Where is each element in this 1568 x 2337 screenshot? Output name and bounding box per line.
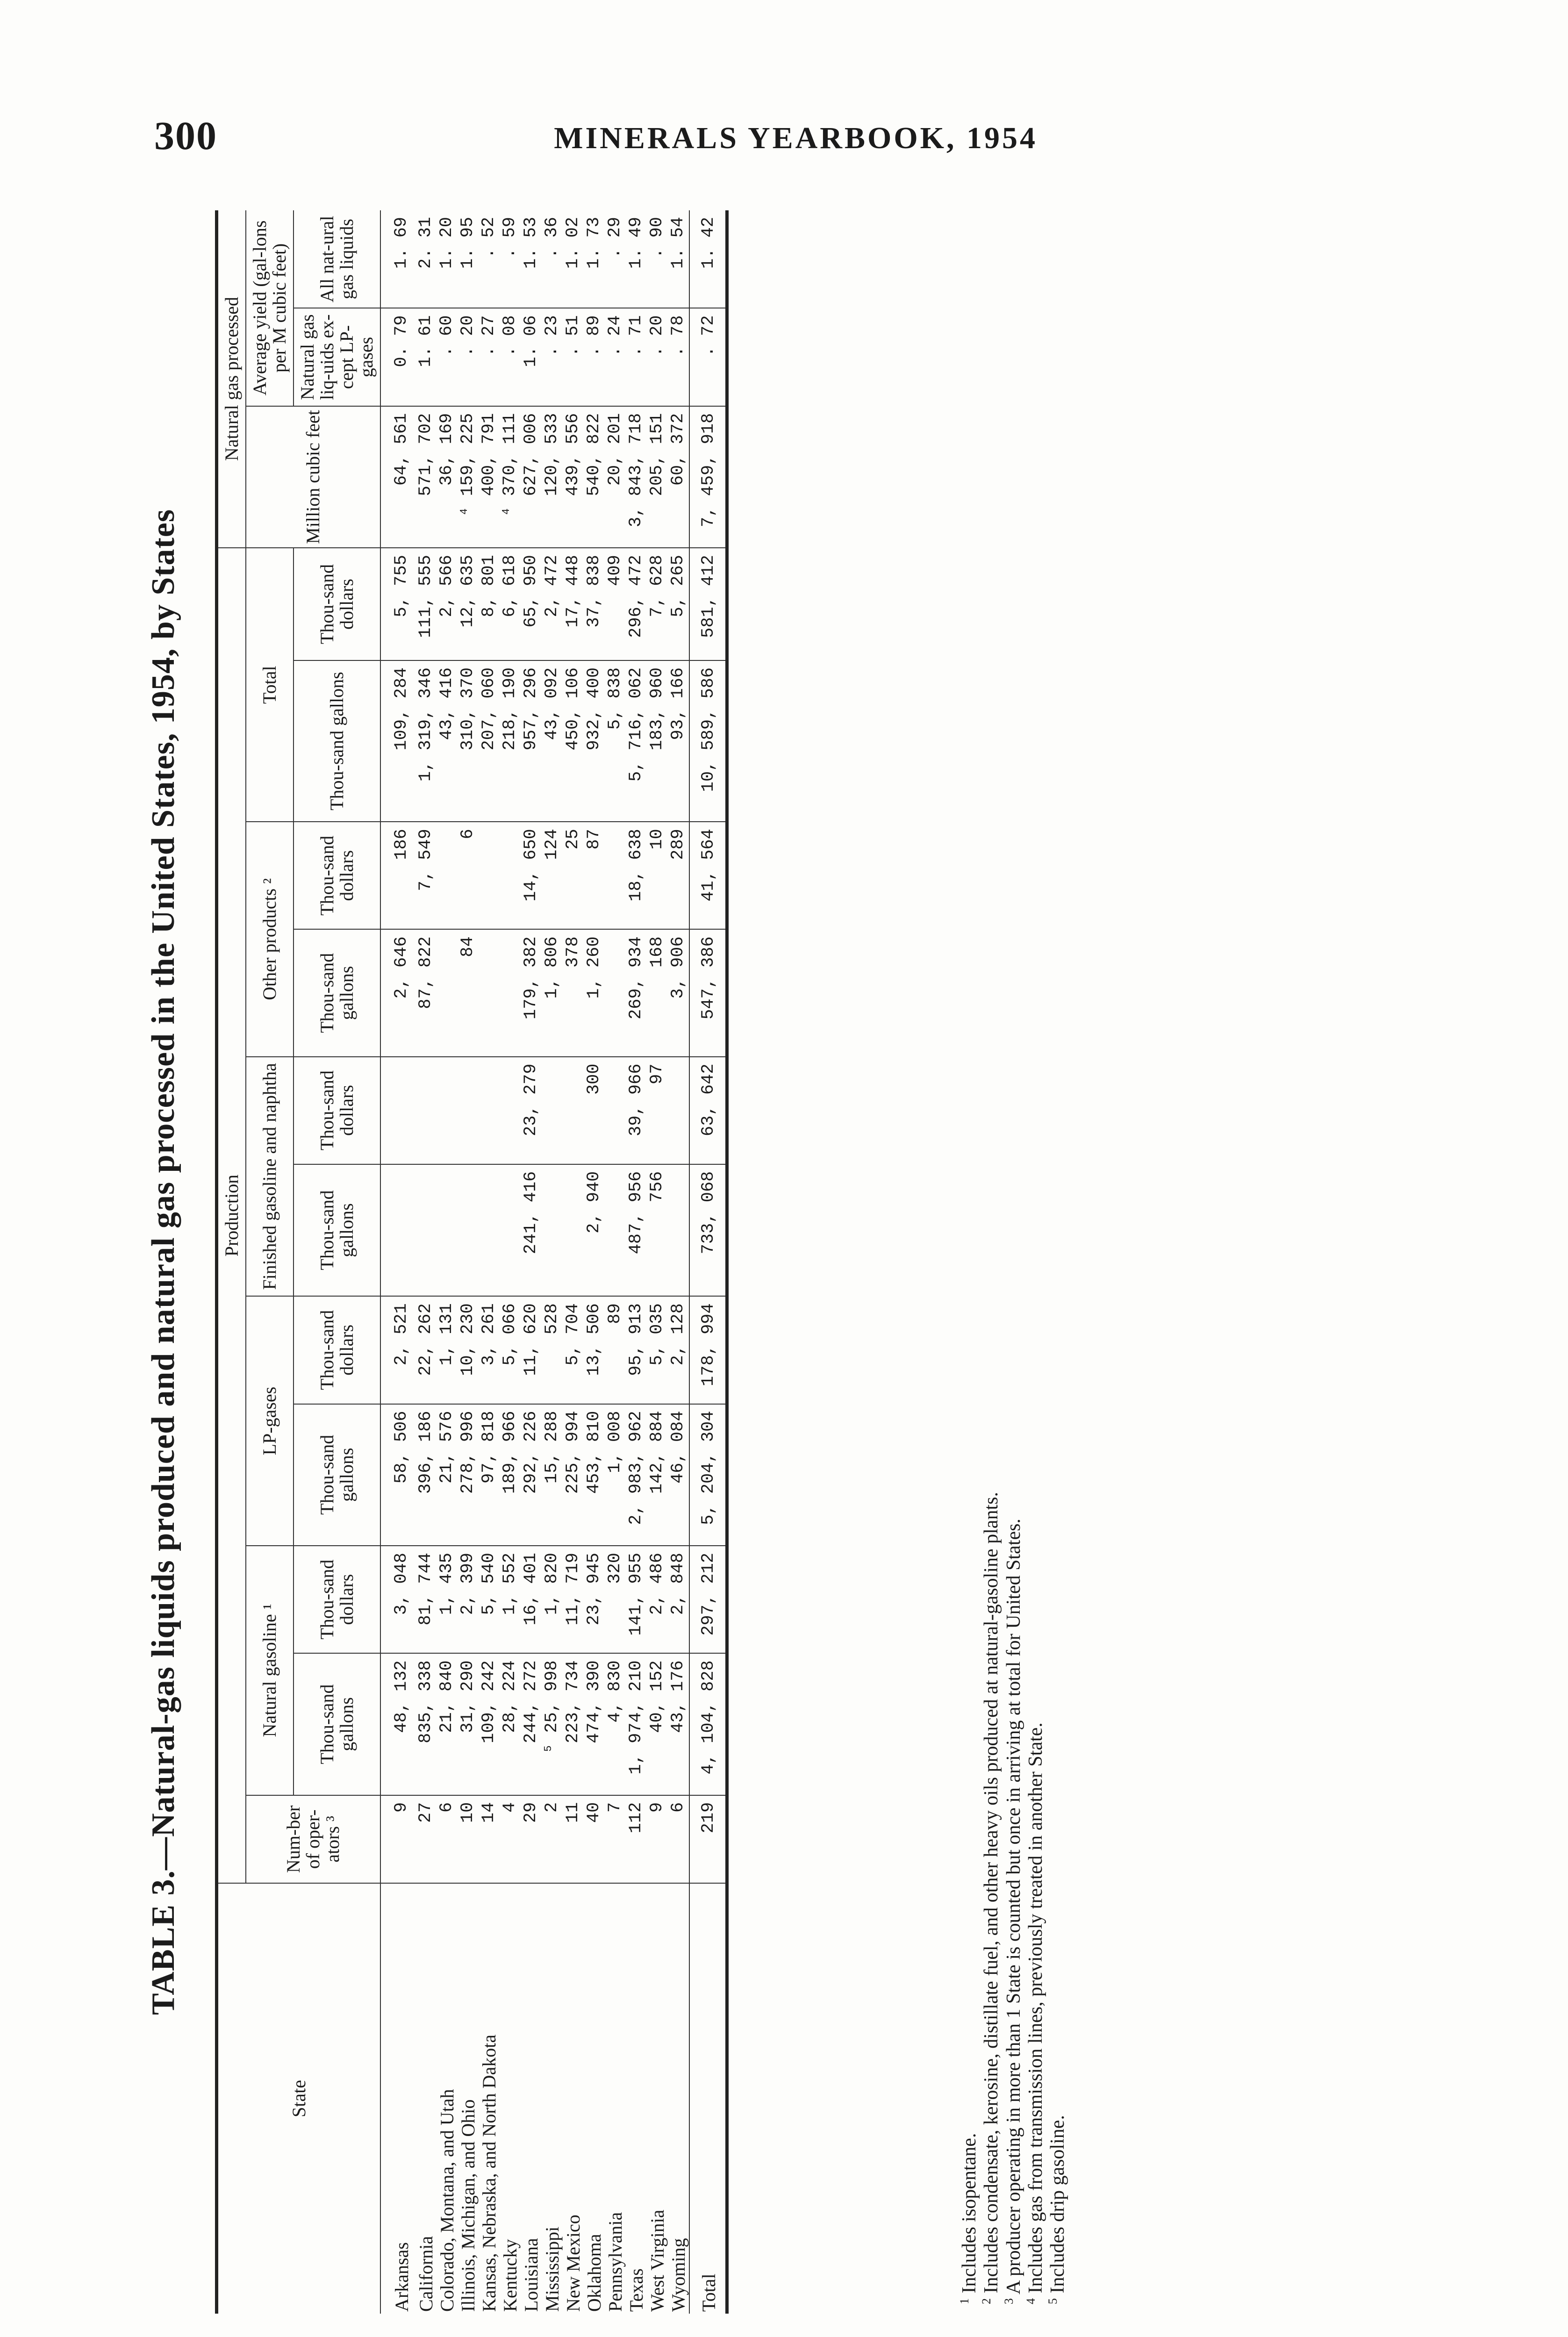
header-finished-gasoline: Finished gasoline and naphtha [246, 1057, 294, 1297]
cell-lp-usd: 2, 521 [380, 1296, 415, 1404]
cell-ng-gal: 835, 338 [415, 1653, 437, 1795]
cell-op-gal [605, 929, 626, 1056]
cell-lp-gal: 15, 288 [542, 1404, 563, 1546]
cell-op-usd: 6 [458, 822, 479, 929]
cell-op-usd: 87 [584, 822, 605, 929]
header-average-yield: Average yield (gal-lons per M cubic feet) [246, 210, 294, 406]
cell-tot-usd: 5, 265 [668, 548, 689, 660]
cell-op-usd: 18, 638 [626, 822, 647, 929]
header-production: Production [217, 548, 246, 1883]
cell-tot-gal: 5, 716, 062 [626, 660, 647, 822]
header-number-of-operators: Num-ber of oper-ators ³ [246, 1795, 380, 1883]
cell-fg-gal: 756 [647, 1164, 668, 1297]
subheader-thousand-dollars: Thou-sand dollars [294, 1546, 380, 1653]
footnote [1046, 294, 1068, 2304]
header-natural-gas-processed: Natural gas processed [217, 210, 246, 548]
cell-yld-ex: . 08 [500, 308, 521, 406]
cell-tot-gal: 10, 589, 586 [689, 660, 727, 822]
table-row [584, 210, 605, 2314]
cell-tot-usd: 5, 755 [380, 548, 415, 660]
cell-fg-gal [668, 1164, 689, 1297]
cell-operators: 29 [521, 1795, 542, 1883]
footnote-text: Includes condensate, kerosine, distillate fuel, and other heavy oils produced at natural-gasoline plants. [981, 1492, 1002, 2294]
total-row [689, 210, 727, 2314]
cell-fg-usd: 97 [647, 1057, 668, 1164]
cell-state: Colorado, Montana, and Utah [436, 2089, 458, 2312]
cell-lp-gal: 97, 818 [479, 1404, 500, 1546]
cell-op-usd: 10 [647, 822, 668, 929]
cell-lp-usd: 11, 620 [521, 1296, 542, 1404]
cell-fg-gal [437, 1164, 458, 1297]
cell-state: Oklahoma [583, 2234, 605, 2312]
cell-ng-usd: 297, 212 [689, 1546, 727, 1653]
cell-ng-gal: 474, 390 [584, 1653, 605, 1795]
cell-fg-usd: 23, 279 [521, 1057, 542, 1164]
header-lp-gases: LP-gases [246, 1296, 294, 1546]
cell-op-gal [500, 929, 521, 1056]
cell-tot-usd: 296, 472 [626, 548, 647, 660]
cell-ng-usd: 320 [605, 1546, 626, 1653]
cell-tot-gal: 218, 190 [500, 660, 521, 822]
cell-fg-usd: 39, 966 [626, 1057, 647, 1164]
cell-tot-usd: 12, 635 [458, 548, 479, 660]
cell-ng-gal: 21, 840 [437, 1653, 458, 1795]
subheader-thousand-gallons: Thou-sand gallons [294, 1404, 380, 1546]
header-state: State [217, 1883, 381, 2314]
cell-tot-gal: 43, 092 [542, 660, 563, 822]
cell-lp-gal: 5, 204, 304 [689, 1404, 727, 1546]
cell-ng-usd: 2, 399 [458, 1546, 479, 1653]
cell-fg-usd [437, 1057, 458, 1164]
cell-lp-gal: 58, 506 [380, 1404, 415, 1546]
footnote-mark: 2 [980, 2298, 994, 2304]
cell-ng-gal: 223, 734 [563, 1653, 584, 1795]
cell-mcf: ⁴ 370, 111 [500, 406, 521, 548]
cell-fg-gal [500, 1164, 521, 1297]
cell-lp-gal: 21, 576 [437, 1404, 458, 1546]
cell-yld-ex: . 72 [689, 308, 727, 406]
cell-yld-ex: . 20 [458, 308, 479, 406]
footnote-text: Includes isopentane. [959, 2133, 980, 2294]
cell-state: Illinois, Michigan, and Ohio [457, 2099, 479, 2312]
cell-ng-gal: 40, 152 [647, 1653, 668, 1795]
cell-operators: 2 [542, 1795, 563, 1883]
subheader-thousand-dollars: Thou-sand dollars [294, 548, 380, 660]
cell-lp-gal: 453, 810 [584, 1404, 605, 1546]
cell-yld-ex: . 20 [647, 308, 668, 406]
cell-op-usd: 25 [563, 822, 584, 929]
cell-tot-usd: 6, 618 [500, 548, 521, 660]
cell-ng-gal: 4, 104, 828 [689, 1653, 727, 1795]
cell-tot-gal: 450, 106 [563, 660, 584, 822]
cell-mcf: 627, 006 [521, 406, 542, 548]
cell-operators: 219 [689, 1795, 727, 1883]
cell-yld-ex: . 23 [542, 308, 563, 406]
cell-tot-gal: 183, 960 [647, 660, 668, 822]
cell-yld-all: . 59 [500, 210, 521, 308]
footnote-mark: 3 [1002, 2298, 1016, 2304]
cell-lp-usd: 89 [605, 1296, 626, 1404]
cell-op-gal: 2, 646 [380, 929, 415, 1056]
cell-fg-gal [380, 1164, 415, 1297]
cell-ng-gal: 109, 242 [479, 1653, 500, 1795]
cell-yld-all: 1. 95 [458, 210, 479, 308]
subheader-thousand-gallons: Thou-sand gallons [294, 929, 380, 1056]
cell-fg-usd [542, 1057, 563, 1164]
subheader-thousand-dollars: Thou-sand dollars [294, 1057, 380, 1164]
cell-operators: 27 [415, 1795, 437, 1883]
cell-mcf: 60, 372 [668, 406, 689, 548]
cell-tot-gal: 207, 060 [479, 660, 500, 822]
cell-op-gal: 547, 386 [689, 929, 727, 1056]
cell-ng-usd: 141, 955 [626, 1546, 647, 1653]
cell-lp-usd: 5, 066 [500, 1296, 521, 1404]
cell-fg-usd: 300 [584, 1057, 605, 1164]
footnote-mark: 5 [1046, 2298, 1060, 2304]
page-number: 300 [154, 113, 217, 158]
cell-operators: 6 [668, 1795, 689, 1883]
table-row [542, 210, 563, 2314]
cell-fg-gal [542, 1164, 563, 1297]
header-natural-gasoline: Natural gasoline ¹ [246, 1546, 294, 1795]
cell-op-usd [500, 822, 521, 929]
cell-tot-gal: 43, 416 [437, 660, 458, 822]
cell-fg-gal: 2, 940 [584, 1164, 605, 1297]
cell-op-usd: 124 [542, 822, 563, 929]
cell-operators: 9 [380, 1795, 415, 1883]
cell-lp-usd: 5, 704 [563, 1296, 584, 1404]
cell-lp-usd: 22, 262 [415, 1296, 437, 1404]
cell-state: Louisiana [520, 2238, 542, 2312]
cell-op-usd: 7, 549 [415, 822, 437, 929]
cell-yld-all: . 90 [647, 210, 668, 308]
cell-lp-gal: 1, 008 [605, 1404, 626, 1546]
footnote-text: A producer operating in more than 1 State is counted but once in arriving at total for United States. [1002, 1519, 1024, 2294]
cell-tot-gal: 5, 838 [605, 660, 626, 822]
cell-yld-ex: 0. 79 [380, 308, 415, 406]
cell-ng-gal: 43, 176 [668, 1653, 689, 1795]
cell-fg-gal [605, 1164, 626, 1297]
cell-yld-all: 1. 69 [380, 210, 415, 308]
cell-ng-gal: 4, 830 [605, 1653, 626, 1795]
cell-lp-usd: 3, 261 [479, 1296, 500, 1404]
cell-op-gal: 1, 260 [584, 929, 605, 1056]
cell-mcf: 20, 201 [605, 406, 626, 548]
cell-lp-gal: 2, 983, 962 [626, 1404, 647, 1546]
rotated-table-block [117, 210, 1145, 2314]
cell-fg-usd [563, 1057, 584, 1164]
subheader-thousand-gallons: Thou-sand gallons [294, 1653, 380, 1795]
footnote-text: Includes gas from transmission lines, previously treated in another State. [1025, 1722, 1047, 2294]
cell-lp-usd: 2, 128 [668, 1296, 689, 1404]
cell-tot-usd: 17, 448 [563, 548, 584, 660]
cell-op-gal: 3, 906 [668, 929, 689, 1056]
cell-yld-all: . 52 [479, 210, 500, 308]
table-row [500, 210, 521, 2314]
cell-tot-usd: 111, 555 [415, 548, 437, 660]
running-title: MINERALS YEARBOOK, 1954 [554, 121, 1038, 155]
cell-state: California [415, 2236, 437, 2312]
cell-operators: 9 [647, 1795, 668, 1883]
cell-yld-ex: . 89 [584, 308, 605, 406]
cell-tot-usd: 2, 472 [542, 548, 563, 660]
table-row [458, 210, 479, 2314]
cell-ng-usd: 1, 820 [542, 1546, 563, 1653]
cell-fg-gal [458, 1164, 479, 1297]
cell-yld-all: 1. 53 [521, 210, 542, 308]
cell-tot-usd: 7, 628 [647, 548, 668, 660]
header-million-cubic-feet: Million cubic feet [246, 406, 380, 548]
cell-ng-usd: 1, 435 [437, 1546, 458, 1653]
table-row [479, 210, 500, 2314]
table-row [521, 210, 542, 2314]
cell-yld-ex: . 27 [479, 308, 500, 406]
footnote [958, 294, 980, 2304]
cell-op-gal [479, 929, 500, 1056]
cell-ng-gal: 1, 974, 210 [626, 1653, 647, 1795]
cell-yld-ex: . 78 [668, 308, 689, 406]
cell-yld-all: 1. 20 [437, 210, 458, 308]
cell-yld-all: 1. 42 [689, 210, 727, 308]
cell-yld-all: 1. 02 [563, 210, 584, 308]
subheader-ngl-except-lp: Natural gas liq-uids ex-cept LP-gases [294, 308, 380, 406]
cell-mcf: 120, 533 [542, 406, 563, 548]
cell-op-gal: 1, 806 [542, 929, 563, 1056]
footnote-text: Includes drip gasoline. [1047, 2115, 1069, 2294]
cell-yld-all: 2. 31 [415, 210, 437, 308]
cell-tot-usd: 581, 412 [689, 548, 727, 660]
cell-operators: 10 [458, 1795, 479, 1883]
cell-mcf: 64, 561 [380, 406, 415, 548]
running-header [154, 112, 1038, 168]
cell-state: Wyoming [667, 2238, 689, 2312]
cell-operators: 4 [500, 1795, 521, 1883]
cell-fg-usd [605, 1057, 626, 1164]
cell-mcf: 571, 702 [415, 406, 437, 548]
cell-lp-usd: 13, 506 [584, 1296, 605, 1404]
cell-tot-gal: 1, 319, 346 [415, 660, 437, 822]
cell-tot-gal: 93, 166 [668, 660, 689, 822]
cell-mcf: 400, 791 [479, 406, 500, 548]
cell-ng-gal: 28, 224 [500, 1653, 521, 1795]
cell-mcf: 7, 459, 918 [689, 406, 727, 548]
subheader-thousand-gallons: Thou-sand gallons [294, 1164, 380, 1297]
cell-lp-gal: 189, 966 [500, 1404, 521, 1546]
header-total: Total [246, 548, 294, 822]
cell-mcf: 540, 822 [584, 406, 605, 548]
cell-ng-usd: 11, 719 [563, 1546, 584, 1653]
cell-ng-gal: 244, 272 [521, 1653, 542, 1795]
cell-operators: 6 [437, 1795, 458, 1883]
subheader-thousand-dollars: Thou-sand dollars [294, 822, 380, 929]
cell-ng-gal: ⁵ 25, 998 [542, 1653, 563, 1795]
cell-ng-usd: 2, 848 [668, 1546, 689, 1653]
cell-op-usd: 41, 564 [689, 822, 727, 929]
cell-lp-gal: 46, 084 [668, 1404, 689, 1546]
cell-fg-gal: 241, 416 [521, 1164, 542, 1297]
cell-op-usd: 289 [668, 822, 689, 929]
subheader-all-ngl: All nat-ural gas liquids [294, 210, 380, 308]
cell-op-gal: 179, 382 [521, 929, 542, 1056]
cell-fg-usd [500, 1057, 521, 1164]
cell-op-gal: 84 [458, 929, 479, 1056]
cell-ng-usd: 2, 486 [647, 1546, 668, 1653]
table-row [563, 210, 584, 2314]
cell-fg-usd [415, 1057, 437, 1164]
cell-ng-gal: 31, 290 [458, 1653, 479, 1795]
header-other-products: Other products ² [246, 822, 294, 1056]
cell-mcf: 439, 556 [563, 406, 584, 548]
footnote [1024, 294, 1046, 2304]
cell-op-usd: 186 [380, 822, 415, 929]
table-row [647, 210, 668, 2314]
cell-fg-usd [380, 1057, 415, 1164]
cell-op-usd: 14, 650 [521, 822, 542, 929]
cell-fg-usd: 63, 642 [689, 1057, 727, 1164]
cell-lp-usd: 528 [542, 1296, 563, 1404]
cell-op-usd [479, 822, 500, 929]
cell-operators: 11 [563, 1795, 584, 1883]
cell-tot-gal: 932, 400 [584, 660, 605, 822]
table-row [605, 210, 626, 2314]
cell-ng-usd: 23, 945 [584, 1546, 605, 1653]
cell-op-gal: 87, 822 [415, 929, 437, 1056]
cell-lp-usd: 95, 913 [626, 1296, 647, 1404]
cell-yld-all: . 36 [542, 210, 563, 308]
cell-op-usd [437, 822, 458, 929]
cell-operators: 7 [605, 1795, 626, 1883]
table-row [380, 210, 415, 2314]
cell-op-gal: 378 [563, 929, 584, 1056]
cell-fg-gal [563, 1164, 584, 1297]
data-table [215, 210, 729, 2314]
cell-state: Kansas, Nebraska, and North Dakota [478, 2034, 500, 2312]
cell-yld-all: . 29 [605, 210, 626, 308]
cell-mcf: 3, 843, 718 [626, 406, 647, 548]
cell-fg-gal: 487, 956 [626, 1164, 647, 1297]
cell-ng-usd: 3, 048 [380, 1546, 415, 1653]
cell-state: Pennsylvania [604, 2212, 626, 2312]
cell-lp-gal: 396, 186 [415, 1404, 437, 1546]
cell-state: Texas [625, 2268, 647, 2312]
cell-operators: 40 [584, 1795, 605, 1883]
footnote [1002, 294, 1024, 2304]
cell-mcf: ⁴ 159, 225 [458, 406, 479, 548]
footnote [980, 294, 1002, 2304]
cell-yld-ex: 1. 06 [521, 308, 542, 406]
cell-lp-usd: 10, 230 [458, 1296, 479, 1404]
cell-op-gal [437, 929, 458, 1056]
cell-lp-gal: 142, 884 [647, 1404, 668, 1546]
table-row [626, 210, 647, 2314]
table-row [437, 210, 458, 2314]
cell-operators: 112 [626, 1795, 647, 1883]
footnote-mark: 1 [958, 2298, 971, 2304]
cell-mcf: 205, 151 [647, 406, 668, 548]
cell-lp-gal: 225, 994 [563, 1404, 584, 1546]
cell-lp-usd: 1, 131 [437, 1296, 458, 1404]
cell-ng-usd: 5, 540 [479, 1546, 500, 1653]
cell-tot-gal: 109, 284 [380, 660, 415, 822]
cell-state: Arkansas [391, 2242, 413, 2312]
cell-yld-ex: . 51 [563, 308, 584, 406]
cell-ng-gal: 48, 132 [380, 1653, 415, 1795]
cell-ng-usd: 81, 744 [415, 1546, 437, 1653]
cell-fg-gal: 733, 068 [689, 1164, 727, 1297]
cell-yld-ex: . 60 [437, 308, 458, 406]
table-row [668, 210, 689, 2314]
cell-state: Total [689, 1883, 727, 2314]
cell-yld-ex: 1. 61 [415, 308, 437, 406]
cell-yld-ex: . 24 [605, 308, 626, 406]
cell-state: Kentucky [499, 2239, 521, 2312]
cell-ng-usd: 1, 552 [500, 1546, 521, 1653]
table-title: TABLE 3.—Natural-gas liquids produced and natural gas processed in the United States, 1954, by States [145, 509, 181, 2015]
cell-lp-gal: 292, 226 [521, 1404, 542, 1546]
cell-tot-usd: 65, 950 [521, 548, 542, 660]
cell-fg-gal [479, 1164, 500, 1297]
cell-yld-all: 1. 73 [584, 210, 605, 308]
cell-mcf: 36, 169 [437, 406, 458, 548]
table-body [380, 210, 727, 2314]
cell-tot-usd: 37, 838 [584, 548, 605, 660]
table-row [415, 210, 437, 2314]
subheader-thousand-dollars: Thou-sand dollars [294, 1296, 380, 1404]
cell-fg-gal [415, 1164, 437, 1297]
cell-state: West Virginia [646, 2209, 668, 2312]
cell-lp-usd: 5, 035 [647, 1296, 668, 1404]
cell-operators: 14 [479, 1795, 500, 1883]
cell-lp-usd: 178, 994 [689, 1296, 727, 1404]
cell-ng-usd: 16, 401 [521, 1546, 542, 1653]
cell-op-gal: 168 [647, 929, 668, 1056]
cell-tot-usd: 409 [605, 548, 626, 660]
cell-tot-gal: 957, 296 [521, 660, 542, 822]
cell-tot-usd: 8, 801 [479, 548, 500, 660]
cell-fg-usd [458, 1057, 479, 1164]
cell-lp-gal: 278, 996 [458, 1404, 479, 1546]
cell-state: Mississippi [541, 2226, 563, 2312]
footnote-mark: 4 [1024, 2298, 1038, 2304]
cell-state: New Mexico [562, 2215, 584, 2312]
cell-op-usd [605, 822, 626, 929]
cell-yld-ex: . 71 [626, 308, 647, 406]
cell-tot-gal: 310, 370 [458, 660, 479, 822]
cell-fg-usd [668, 1057, 689, 1164]
cell-yld-all: 1. 49 [626, 210, 647, 308]
cell-tot-usd: 2, 566 [437, 548, 458, 660]
cell-yld-all: 1. 54 [668, 210, 689, 308]
footnotes [958, 294, 1069, 2304]
subheader-thousand-gallons: Thou-sand gallons [294, 660, 380, 822]
cell-op-gal: 269, 934 [626, 929, 647, 1056]
cell-fg-usd [479, 1057, 500, 1164]
